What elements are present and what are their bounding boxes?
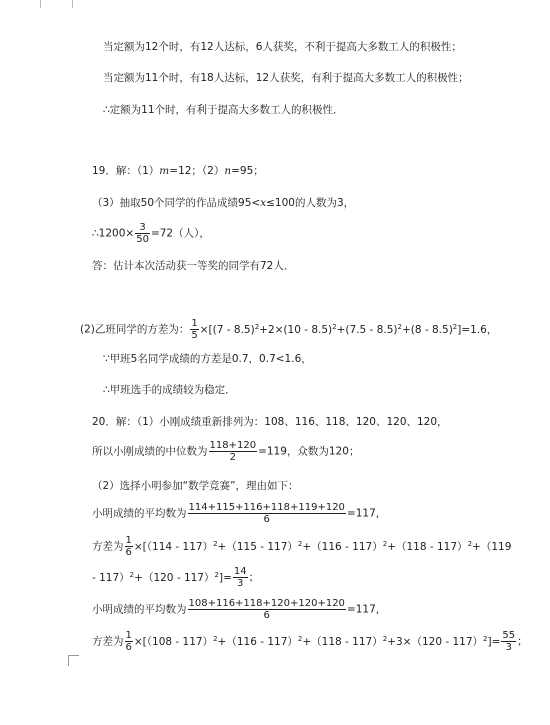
mean2-pre: 小明成绩的平均数为 <box>92 603 187 616</box>
crop-mark-top <box>72 0 73 8</box>
variance-body: ×[(7 - 8.5)$^2$+2×(10 - 8.5)$^2$+(7.5 - 8.5)$^2$+(8 - 8.5)$^2$]=1.6， <box>199 322 498 336</box>
v2-body: ×[（108 - 117）$^2$+（116 - 117）$^2$+（118 - 117）$^2$+3×（120 - 117）$^2$]= <box>133 634 501 648</box>
q19-mid: =12；（2） <box>169 165 225 177</box>
q19-calc <box>92 222 210 245</box>
q19-part1 <box>92 164 264 178</box>
fraction-3-50: $\frac{3}{50}$ <box>136 222 149 245</box>
q20-part1: 20．解：（1）小刚成绩重新排列为：108、116、118、120、120、120， <box>92 416 448 428</box>
calc-post: =72（人）， <box>150 227 210 240</box>
median-line <box>92 440 359 463</box>
variance-line-2 <box>92 630 528 653</box>
v1-body: ×[（114 - 117）$^2$+（115 - 117）$^2$+（116 - 117）$^2$+（118 - 117）$^2$+（119 <box>133 539 512 553</box>
fraction-55-3: $\frac{55}{3}$ <box>502 630 516 653</box>
text-line-3: ∴定额为11个时，有利于提高大多数工人的积极性． <box>103 104 344 116</box>
median-pre: 所以小刚成绩的中位数为 <box>92 445 208 458</box>
var-x: x <box>260 197 267 209</box>
q20-part2: （2）选择小明参加“数学竞赛”，理由如下： <box>92 480 299 492</box>
median-post: =119，众数为120； <box>258 445 360 458</box>
fraction-1-6-a: $\frac{1}{6}$ <box>125 535 132 558</box>
variance-line-1-cont <box>92 566 259 589</box>
fraction-mean-1: $\frac{114+115+116+118+119+120}{6}$ <box>188 502 345 525</box>
mean2-post: =117， <box>346 603 387 616</box>
q19-answer: 答：估计本次活动获一等奖的同学有72人． <box>92 260 295 272</box>
mean1-pre: 小明成绩的平均数为 <box>92 507 187 520</box>
mean-line-1 <box>92 502 386 525</box>
crop-mark-bottom-left <box>68 655 79 666</box>
variance-line <box>80 318 497 341</box>
fraction-median: $\frac{118+120}{2}$ <box>209 440 257 463</box>
q19-3-post: ≤100的人数为3， <box>266 197 355 209</box>
text-line-2: 当定额为11个时，有18人达标，12人获奖，有利于提高大多数工人的积极性； <box>103 72 469 84</box>
calc-pre: ∴1200× <box>92 227 135 240</box>
text-line-1: 当定额为12个时，有12人达标，6人获奖，不利于提高大多数工人的积极性； <box>103 41 462 53</box>
q19-3-pre: （3）抽取50个同学的作品成绩95< <box>92 197 261 209</box>
fraction-14-3: $\frac{14}{3}$ <box>233 566 247 589</box>
v2-pre: 方差为 <box>92 635 124 648</box>
var-m: m <box>159 165 170 177</box>
fraction-1-5: $\frac{1}{5}$ <box>191 318 198 341</box>
q19-part3 <box>92 196 354 210</box>
crop-mark-top-left <box>40 0 41 8</box>
compare-line-1: ∵甲班5名同学成绩的方差是0.7，0.7<1.6， <box>103 353 312 365</box>
q19-label: 19．解：（1） <box>92 165 160 177</box>
v1-cont-pre: - 117）$^2$+（120 - 117）$^2$]= <box>92 570 232 584</box>
v1-pre: 方差为 <box>92 540 124 553</box>
variance-line-1 <box>92 535 511 558</box>
var-n: n <box>224 165 232 177</box>
fraction-1-6-b: $\frac{1}{6}$ <box>125 630 132 653</box>
fraction-mean-2: $\frac{108+116+118+120+120+120}{6}$ <box>188 598 345 621</box>
v1-cont-post: ； <box>248 571 260 584</box>
compare-line-2: ∴甲班选手的成绩较为稳定． <box>103 384 236 396</box>
mean1-post: =117， <box>346 507 387 520</box>
v2-post: ； <box>517 635 528 648</box>
mean-line-2 <box>92 598 386 621</box>
variance-pre: (2)乙班同学的方差为： <box>80 323 190 336</box>
q19-end: =95； <box>231 165 264 177</box>
